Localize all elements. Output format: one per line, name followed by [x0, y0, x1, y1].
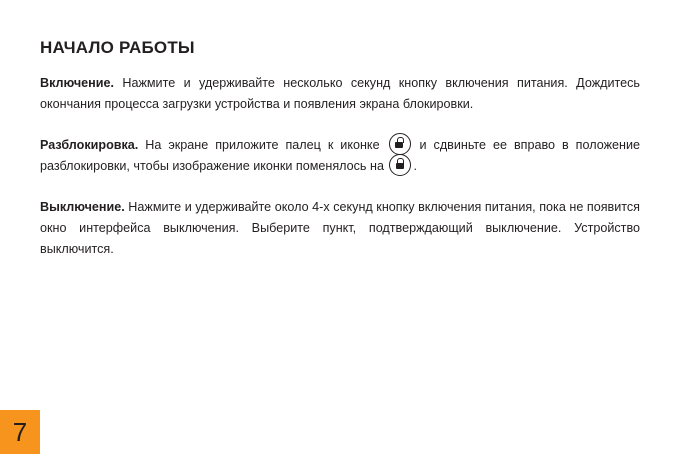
section-term: Включение. [40, 76, 114, 90]
page-heading: НАЧАЛО РАБОТЫ [40, 38, 195, 57]
section-power-on [40, 73, 640, 115]
page-number: 7 [12, 417, 28, 447]
lock-icon [389, 133, 411, 155]
section-unlock [40, 135, 640, 177]
section-text-middle: и сдвиньте ее вправо в положение разблокировки, чтобы изображение иконки поменялось на [40, 138, 640, 173]
section-text: Нажмите и удерживайте около 4-х секунд кнопку включения питания, пока не появится окно интерфейса выключения. Выберите пункт, подтверждающий выключение. Устройство выключится. [40, 200, 640, 256]
section-text-before: На экране приложите палец к иконке [138, 138, 387, 152]
section-term: Выключение. [40, 200, 125, 214]
section-text: Нажмите и удерживайте несколько секунд кнопку включения питания. Дождитесь окончания процесса загрузки устройства и появления экрана блокировки. [40, 76, 640, 111]
lock-icon [389, 154, 411, 176]
page-number-badge [0, 410, 40, 454]
section-text-after: . [413, 159, 417, 173]
section-term: Разблокировка. [40, 138, 139, 152]
section-power-off [40, 197, 640, 260]
